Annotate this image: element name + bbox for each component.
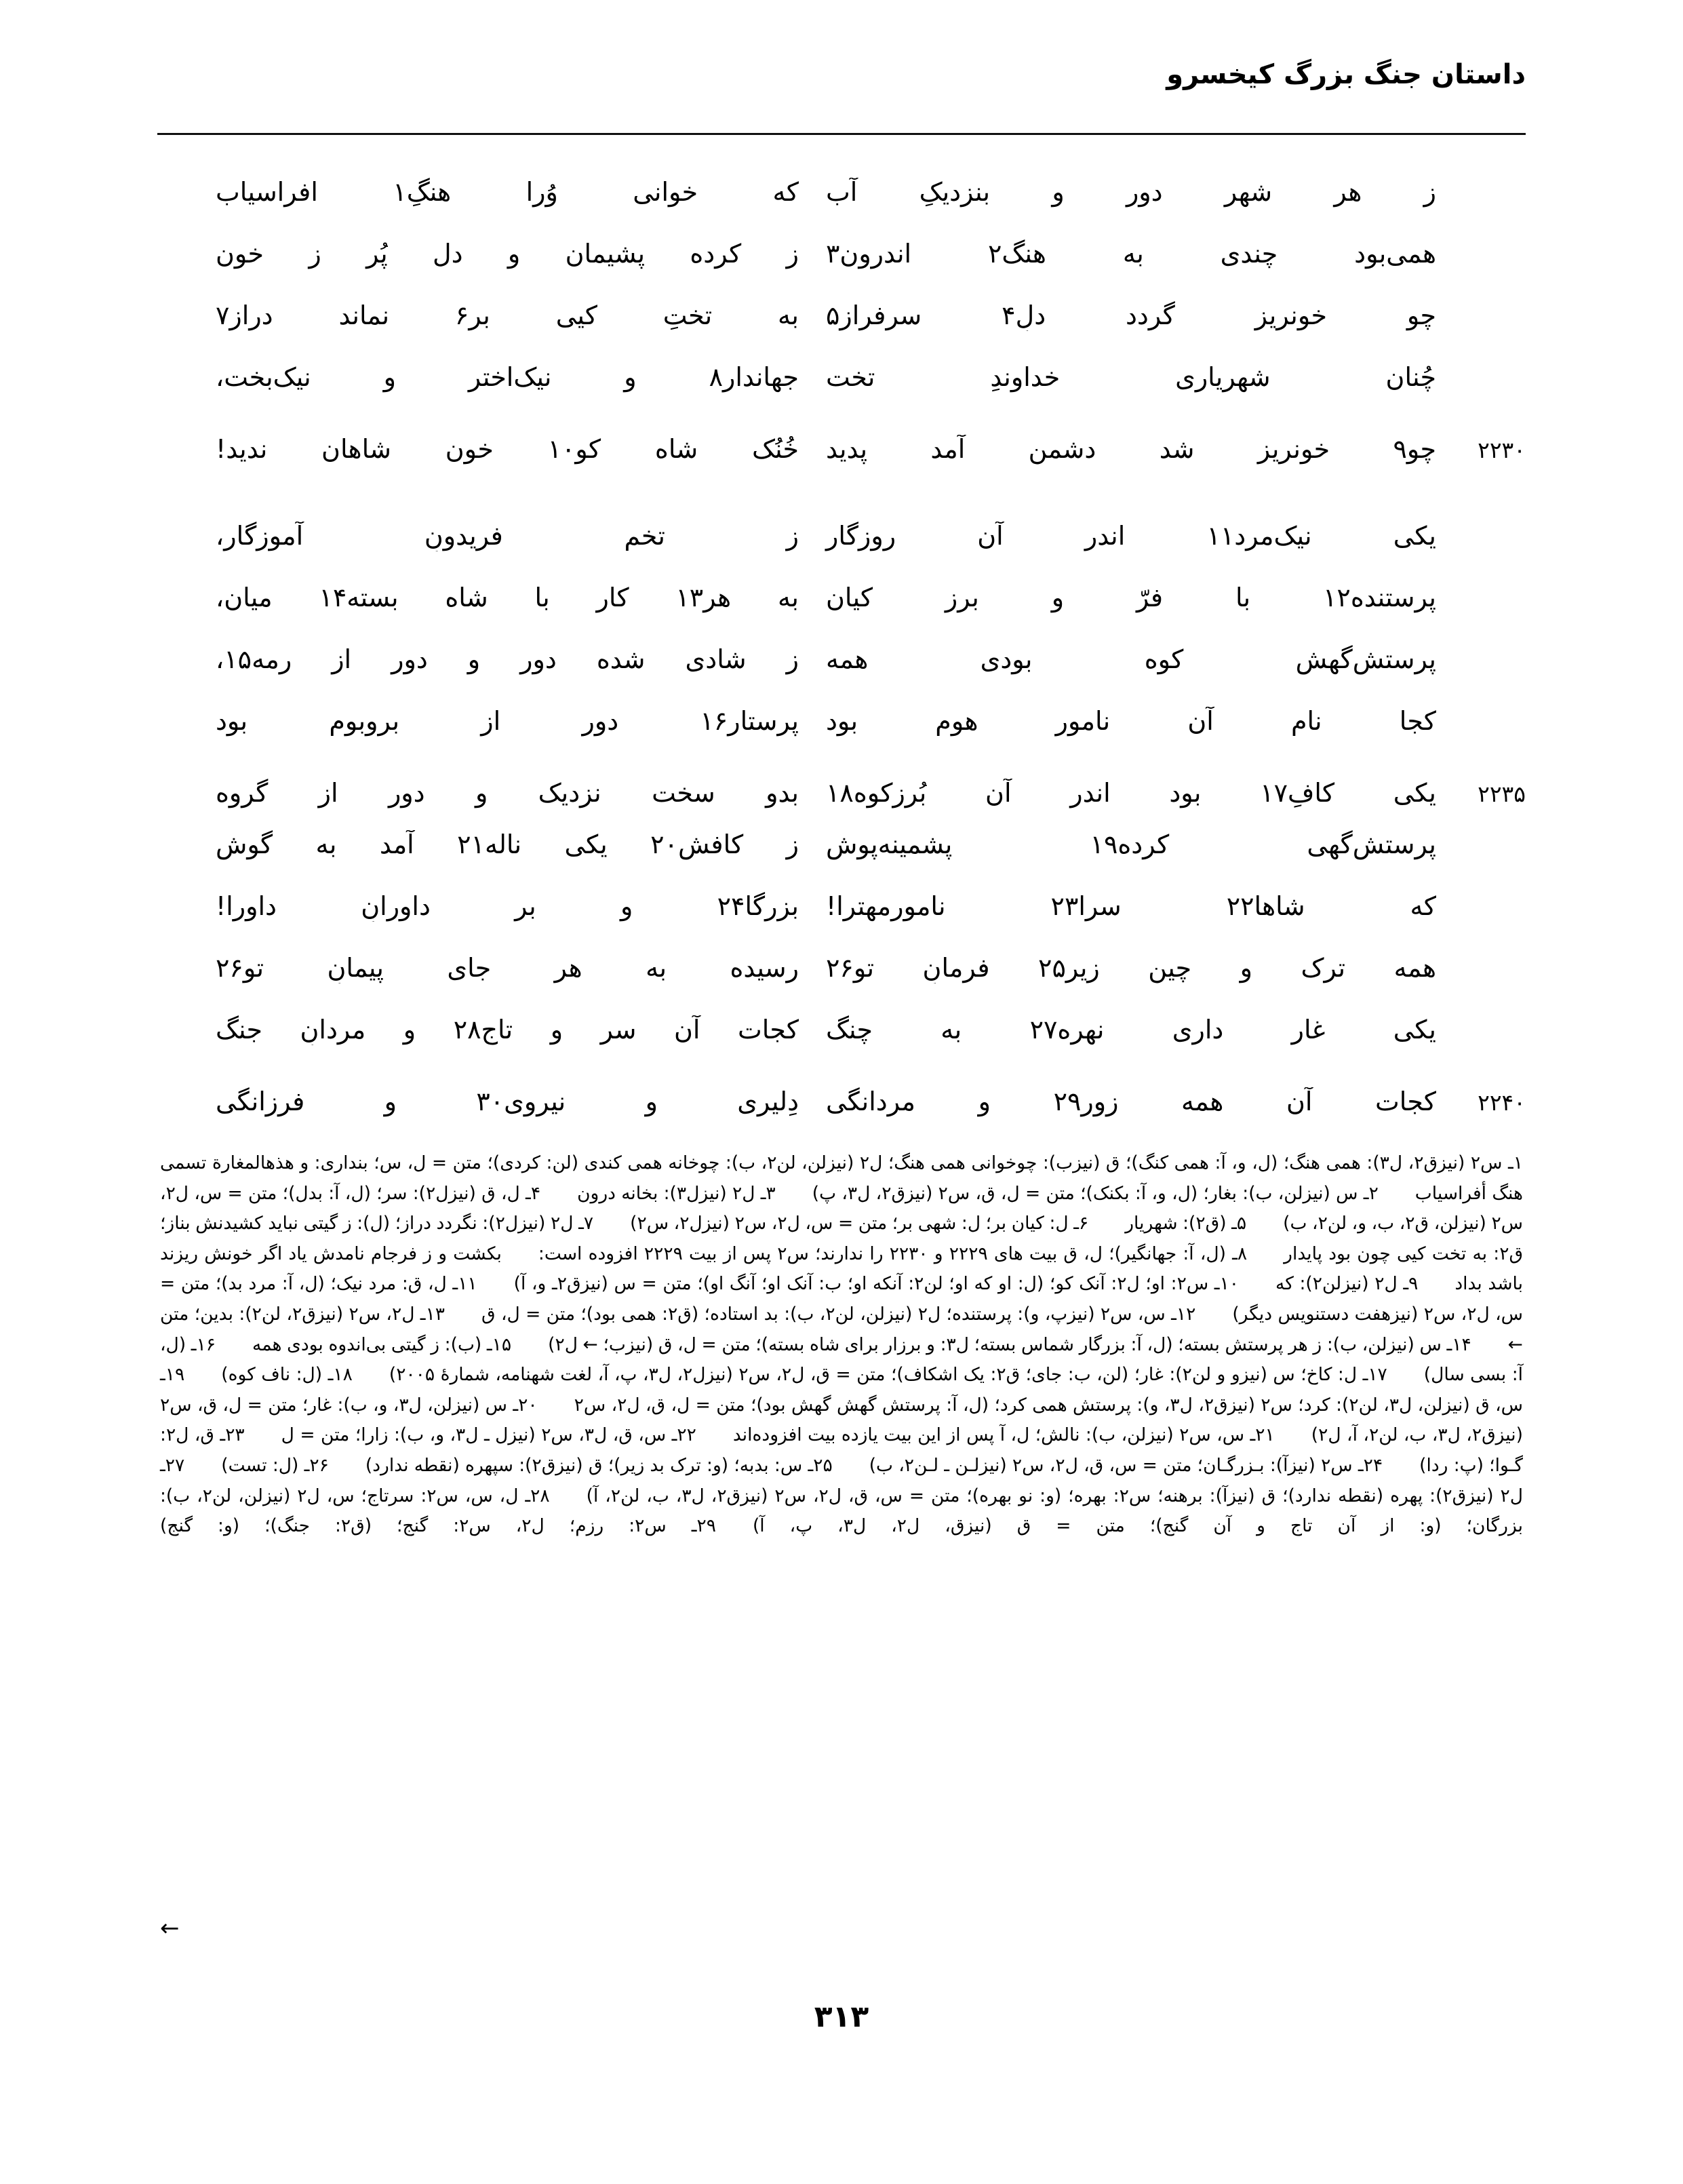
- verse-number: [1436, 312, 1526, 324]
- apparatus-note: ۱۴ـ س (نیزلن، ب): ز هر پرستش بسته؛ (ل، آ: بزرگار شماس بسته؛ ل۳: و برزار برای شاه بسته)؛ متن = ل، ق (نیزب؛ ← ل۲): [548, 1333, 1471, 1355]
- verse-number: ۲۲۴۰: [1478, 1089, 1526, 1116]
- apparatus-note: ۲۵ـ س: بدبه؛ (و: ترک بد زیر)؛ ق (نیزق۲): سپهره (نقطه ندارد): [365, 1454, 833, 1476]
- verse-number: ۲۲۳۵: [1478, 781, 1526, 807]
- apparatus-note: ۲۷ـ ل۲ (نیزق۲): پهره (نقطه ندارد)؛ ق (نیزآ): برهنه؛ س۲: بهره؛ (و: نو بهره)؛ متن = س، ق، ل۲، س۲ (نیزق۲، ل۳، ب، لن۲، آ): [160, 1454, 1524, 1506]
- apparatus-note: ۱ـ س۲ (نیزق۲، ل۳): همی هنگ؛ (ل، و، آ: همی کنگ)؛ ق (نیزب): چوخوانی همی هنگ؛ ل۲ (نیزلن، لن۲، ب): چوخانه همی کندی (لن: کردی)؛ متن = ل، س؛ بنداری: و هذهالمغارة تسمی هنگ أفراسیاب: [160, 1152, 1524, 1204]
- apparatus-note: ۵ـ (ق۲): شهریار: [1125, 1213, 1247, 1234]
- page-number: ۳۱۳: [814, 2000, 869, 2034]
- hemistich-right: ز هر شهر دور و بنزدیکِ آب: [826, 178, 1436, 207]
- couplet: [157, 583, 1526, 645]
- apparatus-note: ۳ـ ل۲ (نیزل۳): بخانه درون: [577, 1182, 776, 1204]
- verse-number: [1436, 656, 1526, 668]
- hemistich-left: ز کرده پشیمان و دل پُر ز خون: [216, 239, 799, 269]
- apparatus-note: ۸ـ (ل، آ: جهانگیر)؛ ل، ق بیت های ۲۲۲۹ و ۲۲۳۰ را ندارند؛ س۲ پس از بیت ۲۲۲۹ افزوده است:: [538, 1243, 1248, 1264]
- hemistich-left: که خوانی وُرا هنگِ۱ افراسیاب: [216, 178, 799, 207]
- hemistich-right: چو خونریز گردد دلِ۴ سرفراز۵: [826, 301, 1436, 330]
- hemistich-left: بدو سخت نزدیک و دور از گروه: [216, 779, 799, 808]
- couplet: [157, 707, 1526, 768]
- apparatus-note: ۷ـ ل۲ (نیزل۲): نگردد دراز؛ (ل): ز گیتی نباید کشیدنش بناز؛ ق۲: به تخت کیی چون بود پایدار: [160, 1213, 1524, 1264]
- apparatus-note: ۲۸ـ ل، س، س۲: سرتاج؛ س، ل۲ (نیزلن، لن۲، ب): بزرگان؛ (و: از آن تاج و آن گنج)؛ متن = ق (نیزق، ل۲، ل۳، پ، آ): [160, 1485, 1523, 1537]
- couplet: [157, 522, 1526, 583]
- critical-apparatus: [160, 1148, 1523, 1542]
- verse-number: [1436, 903, 1526, 915]
- hemistich-left: ز شادی شده دور و دور از رمه۱۵،: [216, 645, 799, 674]
- couplet: [157, 954, 1526, 1015]
- hemistich-right: که شاها۲۲ سرا۲۳ نامورمهترا!: [826, 892, 1436, 921]
- couplet: [157, 830, 1526, 892]
- apparatus-note: ۲۲ـ س، ق، ل۳، س۲ (نیزل ـ ل۳، و، ب): زارا؛ متن = ل: [281, 1424, 696, 1446]
- hemistich-left: کجات آن سر و تاج۲۸ و مردانِ جنگ: [216, 1015, 799, 1045]
- couplet: [157, 239, 1526, 301]
- verse-number: [1436, 374, 1526, 386]
- hemistich-right: پرستنده۱۲ با فرّ و برزِ کیان: [826, 583, 1436, 612]
- apparatus-note: ۱۷ـ ل: کاخ؛ س (نیزو و لن۲): غار؛ (لن، ب: جای؛ ق۲: یک اشکاف)؛ متن = ق، ل۲، س۲ (نیزل۲، ل۳، پ، آ، لغت شهنامه، شمارهٔ ۲۰۰۵): [389, 1364, 1387, 1386]
- hemistich-right: کجات آن همه زور۲۹ و مردانگی: [826, 1087, 1436, 1116]
- verse-number: [1436, 718, 1526, 730]
- apparatus-note: ۲۶ـ (ل: تست): [221, 1454, 329, 1476]
- hemistich-left: به هر۱۳ کار با شاه بسته۱۴ میان،: [216, 583, 799, 612]
- apparatus-note: ۲۱ـ س، س۲ (نیزلن، ب): نالش؛ ل، آ پس از این بیت یازده بیت افزوده‌اند: [732, 1424, 1275, 1446]
- hemistich-left: جهاندار۸ و نیک‌اختر و نیک‌بخت،: [216, 363, 799, 392]
- hemistich-right: چُنان شهریاری خداوندِ تخت: [826, 363, 1436, 392]
- hemistich-right: همی‌بود چندی به هنگ۲ اندرون۳: [826, 239, 1436, 269]
- apparatus-note: ۲ـ س (نیزلن، ب): بغار؛ (ل، و، آ: بکنک)؛ متن = ل، ق، س۲ (نیزق۲، ل۳، پ): [812, 1182, 1379, 1204]
- couplet: [157, 425, 1526, 486]
- hemistich-right: یکی کافِ۱۷ بود اندر آن بُرزکوه۱۸: [826, 779, 1436, 808]
- apparatus-note: ۲۹ـ س۲: رزم؛ ل۲، س۲: گنج؛ (ق۲: جنگ)؛ (و: گنج): [160, 1515, 716, 1537]
- apparatus-note: ۹ـ ل۲ (نیزلن۲): که: [1275, 1273, 1419, 1295]
- apparatus-note: ۱۶ـ (ل، آ: بسی سال): [160, 1333, 1523, 1386]
- couplet: [157, 301, 1526, 363]
- hemistich-left: پرستارِ۱۶ دور از بروبوم بود: [216, 707, 799, 736]
- verse-number: [1436, 250, 1526, 262]
- apparatus-note: ۱۹ـ س، ق (نیزلن، ل۳، لن۲): کرد؛ س۲ (نیزق۲، ل۳، و): پرستش همی کرد؛ (ل، آ: پرستش گهش گهش بود)؛ متن = ل، ق، ل۲، س۲: [160, 1364, 1523, 1416]
- hemistich-right: یکی نیک‌مرد۱۱ اندر آن روزگار: [826, 522, 1436, 551]
- couplet: [157, 768, 1526, 830]
- couplet: [157, 645, 1526, 707]
- verse-area: [157, 178, 1526, 1174]
- couplet: [157, 1015, 1526, 1077]
- hemistich-left: ز کافش۲۰ یکی ناله۲۱ آمد به گوش: [216, 830, 799, 859]
- verse-number: [1436, 1026, 1526, 1038]
- apparatus-note: ۲۳ـ ق، ل۲: گـوا؛ (پ: ردا): [160, 1424, 1524, 1476]
- apparatus-note: ۴ـ ل، ق (نیزل۲): سر؛ (ل، آ: بدل)؛ متن = س، ل۲، س۲ (نیزلن، ق۲، ب، و، لن۲، ب): [160, 1182, 1524, 1234]
- hemistich-right: پرستش‌گهش کوه بودی همه: [826, 645, 1436, 674]
- couplet: [157, 1077, 1526, 1139]
- hemistich-right: یکی غار داری نهره۲۷ به چنگ: [826, 1015, 1436, 1045]
- hemistich-left: دِلیری و نیروی۳۰ و فرزانگی: [216, 1087, 799, 1116]
- apparatus-continuation-line: [160, 1915, 1523, 1942]
- apparatus-note: ۱۳ـ ل۲، س۲ (نیزق۲، لن۲): بدین؛ متن ←: [160, 1303, 1523, 1355]
- hemistich-left: بزرگا۲۴ و برِ داورانِ داورا!: [216, 892, 799, 921]
- running-head-title: داستان جنگ بزرگ کیخسرو: [1166, 59, 1526, 90]
- couplet: [157, 363, 1526, 425]
- stanza-1: [157, 178, 1526, 486]
- apparatus-note: ۱۱ـ ل، ق: مرد نیک؛ (ل، آ: مرد بد)؛ متن = س، ل۲، س۲ (نیزهفت دستنویس دیگر): [160, 1273, 1523, 1325]
- verse-number: [1436, 964, 1526, 977]
- apparatus-note: ۱۸ـ (ل: ناف کوه): [221, 1364, 353, 1386]
- hemistich-left: خُنُک شاه کو۱۰ خون شاهان ندید!: [216, 435, 799, 464]
- hemistich-right: کجا نامِ آن نامور هومِ بود: [826, 707, 1436, 736]
- verse-number: [1436, 841, 1526, 853]
- verse-number: [1436, 189, 1526, 201]
- arrow-left-icon: ←: [160, 1915, 178, 1942]
- couplet: [157, 892, 1526, 954]
- couplet: [157, 178, 1526, 239]
- apparatus-note: ۱۵ـ (ب): ز گیتی بی‌اندوه بودی همه: [252, 1333, 512, 1355]
- hemistich-left: رسیده به هر جای پیمانِ تو۲۶: [216, 954, 799, 983]
- verse-number: ۲۲۳۰: [1478, 437, 1526, 463]
- header-rule-divider: [157, 133, 1526, 135]
- stanza-2: [157, 522, 1526, 1139]
- apparatus-note: ۲۴ـ س۲ (نیزآ): بـزرگـان؛ متن = س، ق، ل۲، س۲ (نیزلـن ـ لـن۲، ب): [869, 1454, 1383, 1476]
- verse-number: [1436, 594, 1526, 606]
- hemistich-left: به تختِ کیی برِ۶ نماند دراز۷: [216, 301, 799, 330]
- apparatus-note: ۲۰ـ س (نیزلن، ل۳، و، ب): غار؛ متن = ل، ق، س۲ (نیزق۲، ل۳، ب، لن۲، آ، ل۲): [160, 1394, 1523, 1446]
- hemistich-right: چو۹ خونریز شد دشمن آمد پدید: [826, 435, 1436, 464]
- verse-number: [1436, 532, 1526, 545]
- hemistich-right: همه ترک و چین زیرِ۲۵ فرمانِ تو۲۶: [826, 954, 1436, 983]
- apparatus-note: ۱۰ـ س۲: او؛ ل۲: آنک کو؛ (ل: او که او؛ لن۲: آنکه او؛ ب: آنک او؛ آنگ او)؛ متن = س (نیزق۲ـ و، آ): [513, 1273, 1240, 1295]
- hemistich-left: ز تخمِ فریدونِ آموزگار،: [216, 522, 799, 551]
- apparatus-note: ۶ـ ل: کیان بر؛ ل: شهی بر؛ متن = س، ل۲، س۲ (نیزل۲، س۲): [630, 1213, 1089, 1234]
- apparatus-inserted-verse: بکشت و ز فرجام نامدش یاد اگر خونش ریزند باشد بداد: [160, 1243, 1523, 1295]
- apparatus-note: ۱۲ـ س، س۲ (نیزپ، و): پرستنده؛ ل۲ (نیزلن، لن۲، ب): بد استاده؛ (ق۲: همی بود)؛ متن = ل، ق: [481, 1303, 1196, 1325]
- hemistich-right: پرستش‌گهی کرده۱۹ پشمینه‌پوش: [826, 830, 1436, 859]
